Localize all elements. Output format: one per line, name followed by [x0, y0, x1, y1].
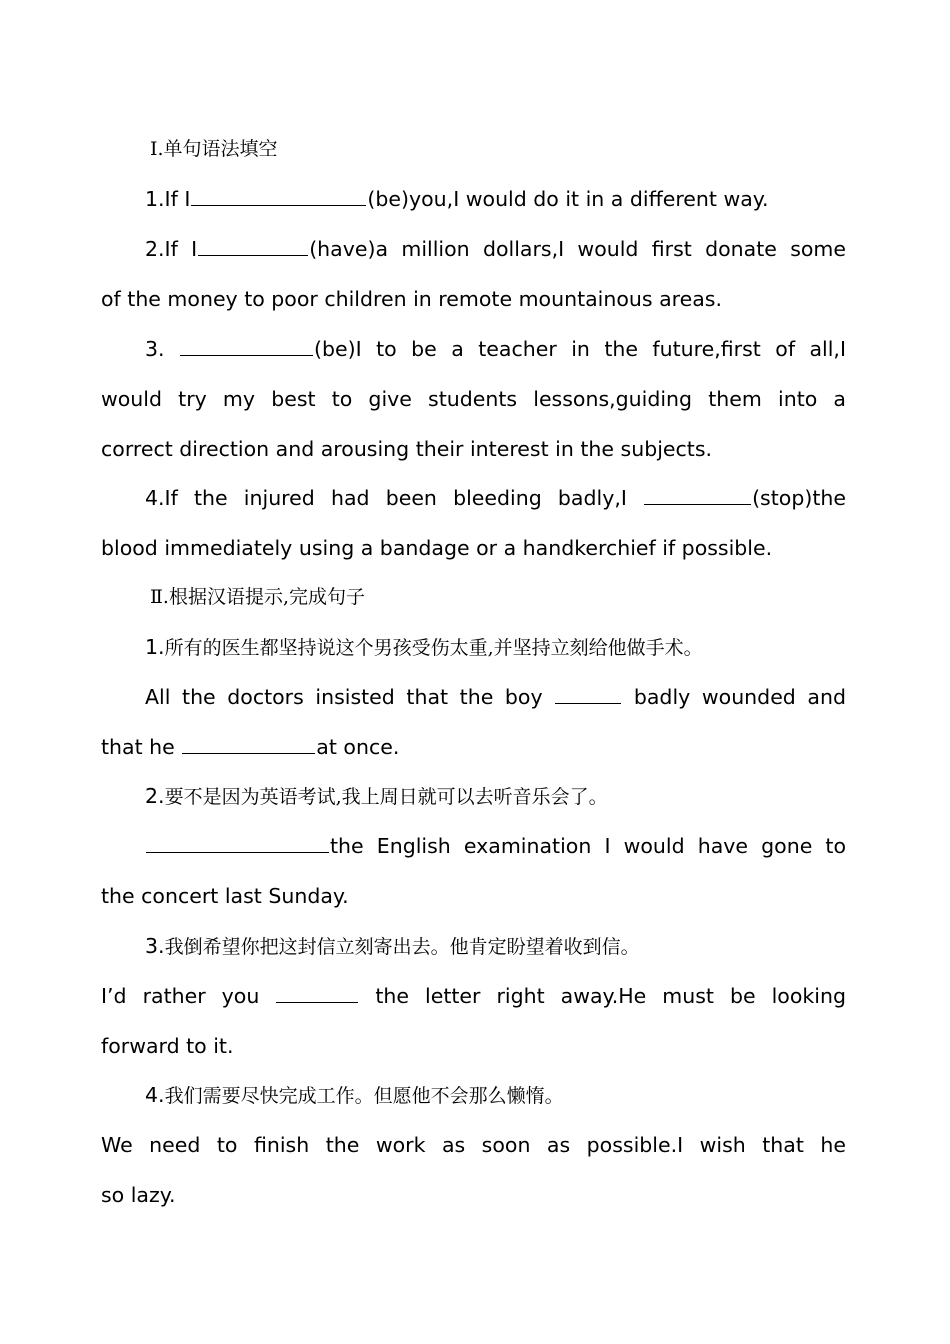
s2-q1-line2-before: that he	[101, 735, 175, 759]
s2-q1-sentence	[145, 682, 846, 712]
s2-q3-line-2: forward to it.	[101, 1034, 234, 1058]
s2-q3-prompt	[145, 931, 846, 961]
s2-q2-chinese-hint: 要不是因为英语考试,我上周日就可以去听音乐会了。	[164, 786, 608, 808]
s2-q1-line2-after: at once.	[316, 735, 400, 759]
s1-q4-line-2: blood immediately using a bandage or a handkerchief if possible.	[101, 536, 773, 560]
s2-q3-chinese-hint: 我倒希望你把这封信立刻寄出去。他肯定盼望着收到信。	[164, 936, 640, 958]
s2-q3-text-after: the letter right away.He must be looking	[375, 984, 846, 1008]
s2-q1-answer-blank-2[interactable]	[182, 733, 315, 754]
s1-q4-text-after: (stop)the	[752, 486, 846, 510]
s1-question-1	[145, 184, 846, 214]
s2-q1-line-2	[101, 732, 846, 762]
s2-q2-line-2: the concert last Sunday.	[101, 884, 349, 908]
s1-q2-text-before: 2.If I	[145, 237, 198, 261]
s1-question-4	[145, 483, 846, 513]
s2-q3-answer-blank[interactable]	[276, 982, 358, 1003]
s2-q1-answer-blank-1[interactable]	[555, 683, 621, 704]
s1-q1-answer-blank[interactable]	[191, 185, 366, 206]
s2-q3-text-before: I’d rather you	[101, 984, 260, 1008]
s1-q2-answer-blank[interactable]	[198, 235, 308, 256]
s2-q2-number: 2.	[145, 784, 165, 808]
s2-q1-chinese-hint: 所有的医生都坚持说这个男孩受伤太重,并坚持立刻给他做手术。	[164, 637, 703, 659]
s1-q3-answer-blank[interactable]	[180, 335, 313, 356]
s2-q4-number: 4.	[145, 1083, 165, 1107]
s1-q1-text-before: 1.If I	[145, 187, 191, 211]
s2-q4-chinese-hint: 我们需要尽快完成工作。但愿他不会那么懒惰。	[164, 1085, 564, 1107]
s1-question-2	[145, 234, 846, 264]
s1-q1-text-after: (be)you,I would do it in a different way.	[367, 187, 769, 211]
s1-q3-text-after: (be)I to be a teacher in the future,first of all,I	[314, 337, 846, 361]
s2-q3-sentence	[101, 981, 846, 1011]
s2-q1-text-before: All the doctors insisted that the boy	[145, 685, 543, 709]
s2-q1-text-after: badly wounded and	[633, 685, 846, 709]
s2-q4-prompt	[145, 1080, 846, 1110]
s1-q4-text-before: 4.If the injured had been bleeding badly,I	[145, 486, 627, 510]
s1-q3-line-2: would try my best to give students lessons,guiding them into a	[101, 387, 846, 411]
s1-q3-text-before: 3.	[145, 337, 165, 361]
s2-q2-sentence	[145, 831, 846, 861]
s1-q3-line-3: correct direction and arousing their interest in the subjects.	[101, 437, 713, 461]
s2-q4-line-2: so lazy.	[101, 1183, 176, 1207]
s2-q2-answer-blank[interactable]	[146, 832, 329, 853]
s2-q1-number: 1.	[145, 635, 165, 659]
s2-q3-number: 3.	[145, 934, 165, 958]
s2-q1-prompt	[145, 632, 846, 662]
s1-q2-text-after: (have)a million dollars,I would first donate some	[309, 237, 846, 261]
s1-question-3	[145, 334, 846, 364]
s1-q2-line-2: of the money to poor children in remote mountainous areas.	[101, 287, 723, 311]
s2-q2-text-after: the English examination I would have gone to	[330, 834, 846, 858]
s2-q4-sentence: We need to finish the work as soon as possible.I wish that he	[101, 1133, 846, 1157]
section-1-heading: Ⅰ.单句语法填空	[150, 138, 278, 160]
s1-q4-answer-blank[interactable]	[644, 484, 751, 505]
s2-q2-prompt	[145, 781, 846, 811]
section-2-heading: Ⅱ.根据汉语提示,完成句子	[150, 586, 365, 608]
